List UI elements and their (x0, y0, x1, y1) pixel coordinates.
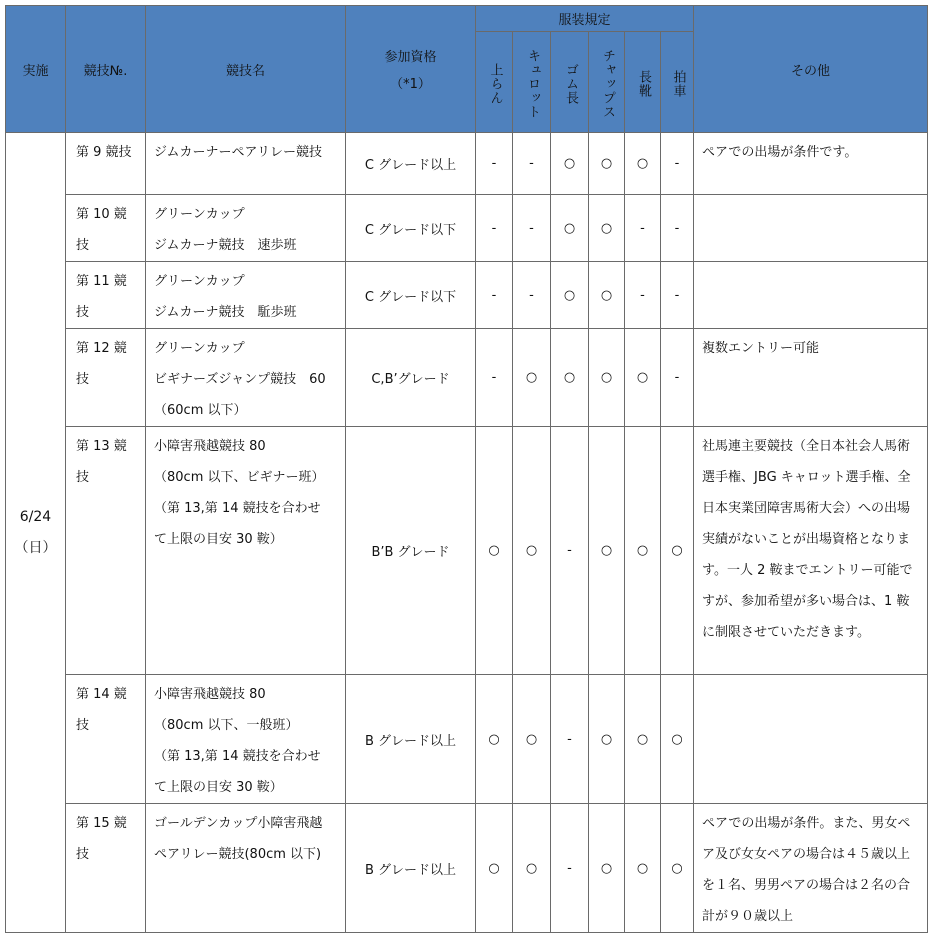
header-dress-jacket (476, 32, 513, 133)
other-notes: ペアでの出場が条件です。 (694, 133, 928, 195)
table-row (6, 675, 928, 804)
competition-table (5, 5, 928, 933)
qualification: B’B グレード (346, 427, 476, 675)
competition-name-line: （第 13,第 14 競技を合わせ (154, 749, 321, 764)
competition-number: 第 10 競技 (66, 195, 146, 262)
dress-long-boots: ○ (625, 804, 661, 933)
dress-jacket: - (476, 133, 513, 195)
date-day: 6/24 (19, 508, 52, 525)
other-notes (694, 195, 928, 262)
header-other: その他 (694, 6, 928, 133)
competition-name-line: グリーンカップ (154, 341, 245, 356)
other-notes: 複数エントリー可能 (694, 329, 928, 427)
table-row (6, 427, 928, 675)
dress-long-boots: - (625, 195, 661, 262)
dress-culottes: ○ (513, 427, 551, 675)
competition-name-line: （第 13,第 14 競技を合わせ (154, 501, 321, 516)
competition-name-line: 小障害飛越競技 80 (154, 687, 266, 702)
dress-chaps: ○ (589, 675, 625, 804)
dress-long-boots: ○ (625, 329, 661, 427)
dress-long-boots: ○ (625, 675, 661, 804)
dress-spurs: - (661, 195, 694, 262)
header-qualification (346, 6, 476, 133)
dress-spurs: ○ (661, 675, 694, 804)
header-name: 競技名 (146, 6, 346, 133)
header-dress-label: 上らん (487, 63, 503, 105)
competition-name-line: （60cm 以下） (154, 403, 247, 418)
dress-chaps: ○ (589, 329, 625, 427)
dress-long-boots: - (625, 262, 661, 329)
dress-rubber-boots: ○ (551, 262, 589, 329)
competition-name (146, 675, 346, 804)
dress-long-boots: ○ (625, 133, 661, 195)
dress-culottes: ○ (513, 329, 551, 427)
dress-rubber-boots: ○ (551, 133, 589, 195)
competition-name (146, 329, 346, 427)
dress-jacket: - (476, 262, 513, 329)
other-notes: ペアでの出場が条件。また、男女ペア及び女女ペアの場合は４５歳以上を１名、男男ペアの場合は２名の合計が９０歳以上 (694, 804, 928, 933)
dress-jacket: ○ (476, 804, 513, 933)
competition-name (146, 195, 346, 262)
header-dress-label: 長靴 (635, 70, 651, 98)
competition-name (146, 427, 346, 675)
competition-name-line: ジムカーナ競技 速歩班 (154, 238, 297, 253)
dress-culottes: - (513, 133, 551, 195)
other-notes: 社馬連主要競技（全日本社会人馬術選手権、JBG キャロット選手権、全日本実業団障害馬術大会）への出場実績がないことが出場資格となります。一人 2 鞍までエントリー可能ですが、参加希望が多い場合は、1 鞍に制限させていただきます。 (694, 427, 928, 675)
dress-jacket: - (476, 329, 513, 427)
date-cell (6, 133, 66, 933)
other-notes (694, 675, 928, 804)
dress-rubber-boots: - (551, 427, 589, 675)
dress-culottes: - (513, 262, 551, 329)
header-dress-label: ゴム長 (562, 63, 578, 105)
competition-name-line: グリーンカップ (154, 207, 245, 222)
dress-spurs: - (661, 329, 694, 427)
qualification: B グレード以上 (346, 675, 476, 804)
qualification: B グレード以上 (346, 804, 476, 933)
dress-rubber-boots: - (551, 804, 589, 933)
dress-chaps: ○ (589, 262, 625, 329)
header-date: 実施 (6, 6, 66, 133)
competition-number: 第 15 競技 (66, 804, 146, 933)
table-row (6, 804, 928, 933)
header-dress-long-boots (625, 32, 661, 133)
dress-culottes: ○ (513, 804, 551, 933)
dress-chaps: ○ (589, 804, 625, 933)
competition-name (146, 804, 346, 933)
competition-name-line: て上限の目安 30 鞍） (154, 532, 283, 547)
competition-number: 第 11 競技 (66, 262, 146, 329)
dress-rubber-boots: - (551, 675, 589, 804)
dress-long-boots: ○ (625, 427, 661, 675)
other-notes (694, 262, 928, 329)
dress-chaps: ○ (589, 133, 625, 195)
table-header (6, 6, 928, 133)
header-dress-chaps (589, 32, 625, 133)
qualification: C,B’グレード (346, 329, 476, 427)
competition-number: 第 13 競技 (66, 427, 146, 675)
table-row (6, 262, 928, 329)
competition-name-line: ペアリレー競技(80cm 以下) (154, 847, 322, 862)
dress-jacket: ○ (476, 427, 513, 675)
table-body (6, 133, 928, 933)
header-dress-label: キュロット (524, 49, 540, 119)
header-dress-rubber-boots (551, 32, 589, 133)
header-qualification-line1: 参加資格 (384, 50, 437, 65)
table-row (6, 329, 928, 427)
dress-culottes: ○ (513, 675, 551, 804)
competition-name-line: ゴールデンカップ小障害飛越 (154, 816, 323, 831)
table-row (6, 133, 928, 195)
dress-chaps: ○ (589, 427, 625, 675)
competition-name-line: ビギナーズジャンプ競技 60 (154, 372, 326, 387)
competition-name-line: 小障害飛越競技 80 (154, 439, 266, 454)
qualification: C グレード以下 (346, 262, 476, 329)
dress-jacket: ○ (476, 675, 513, 804)
header-dress-label: 拍車 (670, 70, 686, 98)
dress-rubber-boots: ○ (551, 329, 589, 427)
dress-spurs: - (661, 262, 694, 329)
dress-chaps: ○ (589, 195, 625, 262)
dress-spurs: ○ (661, 804, 694, 933)
competition-number: 第 12 競技 (66, 329, 146, 427)
competition-name (146, 133, 346, 195)
competition-name-line: グリーンカップ (154, 274, 245, 289)
date-weekday: （日） (14, 539, 57, 556)
dress-culottes: - (513, 195, 551, 262)
competition-number: 第 9 競技 (66, 133, 146, 195)
header-dress-label: チャップス (599, 49, 615, 119)
header-dress-code: 服装規定 (476, 6, 694, 32)
header-dress-spurs (661, 32, 694, 133)
dress-spurs: ○ (661, 427, 694, 675)
competition-name (146, 262, 346, 329)
table-row (6, 195, 928, 262)
dress-spurs: - (661, 133, 694, 195)
competition-name-line: ジムカーナ競技 駈歩班 (154, 305, 297, 320)
competition-name-line: （80cm 以下、ビギナー班） (154, 470, 325, 485)
dress-jacket: - (476, 195, 513, 262)
header-no: 競技№. (66, 6, 146, 133)
qualification: C グレード以下 (346, 195, 476, 262)
header-dress-culottes (513, 32, 551, 133)
competition-number: 第 14 競技 (66, 675, 146, 804)
competition-name-line: ジムカーナーペアリレー競技 (154, 145, 322, 160)
competition-name-line: （80cm 以下、一般班） (154, 718, 299, 733)
qualification: C グレード以上 (346, 133, 476, 195)
header-qualification-line2: （*1） (390, 77, 431, 92)
dress-rubber-boots: ○ (551, 195, 589, 262)
competition-name-line: て上限の目安 30 鞍） (154, 780, 283, 795)
